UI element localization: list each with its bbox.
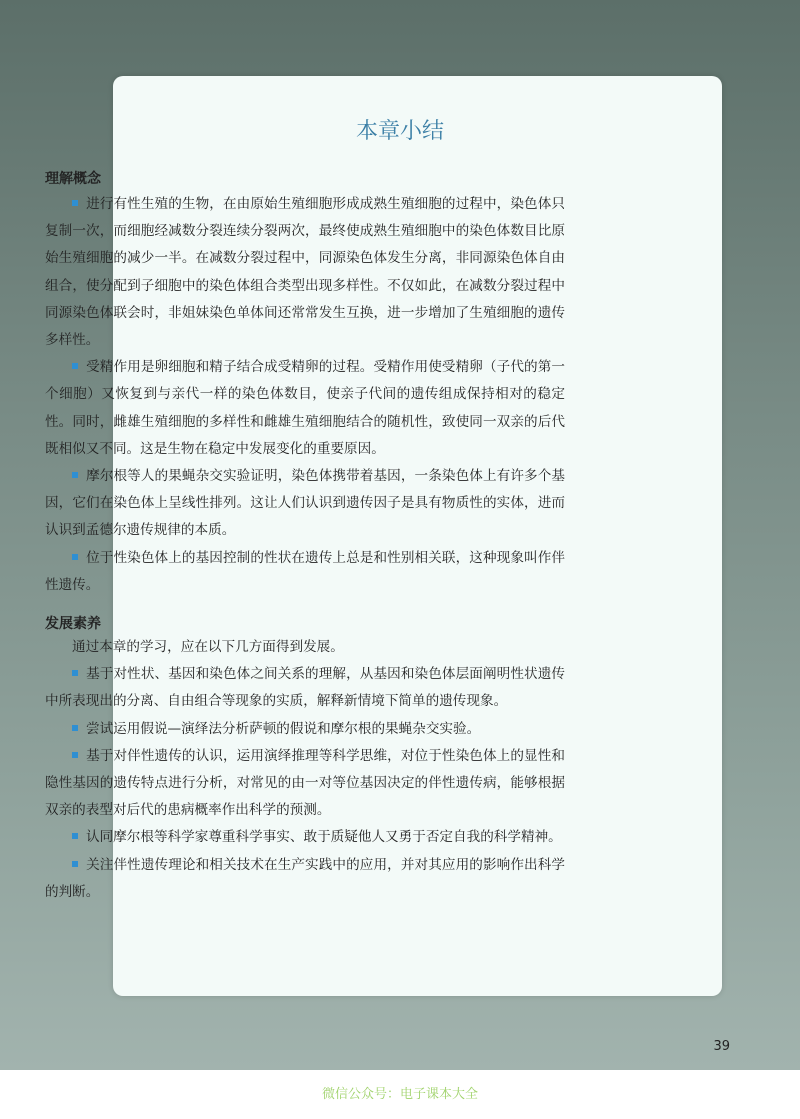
- bullet-icon: [72, 752, 78, 758]
- concept-paragraph: 位于性染色体上的基因控制的性状在遗传上总是和性别相关联，这种现象叫作伴性遗传。: [45, 549, 565, 593]
- bullet-icon: [72, 670, 78, 676]
- concept-paragraph: 受精作用是卵细胞和精子结合成受精卵的过程。受精作用使受精卵（子代的第一个细胞）又恢复到与亲代一样的染色体数目，使亲子代间的遗传组成保持相对的稳定性。同时，雌雄生殖细胞的多样性和雌雄生殖细胞结合的随机性，致使同一双亲的后代既相似又不同。这是生物在稳定中发展变化的重要原因。: [45, 359, 565, 457]
- bullet-icon: [72, 725, 78, 731]
- concept-paragraph: 进行有性生殖的生物，在由原始生殖细胞形成成熟生殖细胞的过程中，染色体只复制一次，而细胞经减数分裂连续分裂两次，最终使成熟生殖细胞中的染色体数目比原始生殖细胞的减少一半。在减数分裂过程中，同源染色体发生分离，非同源染色体自由组合，使分配到子细胞中的染色体组合类型出现多样性。不仅如此，在减数分裂过程中同源染色体联会时，非姐妹染色单体间还常常发生互换，进一步增加了生殖细胞的遗传多样性。: [45, 196, 565, 349]
- literacy-paragraph: 基于对性状、基因和染色体之间关系的理解，从基因和染色体层面阐明性状遗传中所表现出的分离、自由组合等现象的实质，解释新情境下简单的遗传现象。: [45, 666, 565, 710]
- bullet-icon: [72, 861, 78, 867]
- bullet-icon: [72, 200, 78, 206]
- footer-watermark: 微信公众号：电子课本大全: [321, 1087, 478, 1102]
- bullet-icon: [72, 472, 78, 478]
- section-heading-literacy: 发展素养: [45, 616, 101, 632]
- literacy-paragraph: 基于对伴性遗传的认识，运用演绎推理等科学思维，对位于性染色体上的显性和隐性基因的遗传特点进行分析，对常见的由一对等位基因决定的伴性遗传病，能够根据双亲的表型对后代的患病概率作出科学的预测。: [45, 747, 565, 819]
- page-title: 本章小结: [355, 119, 444, 144]
- page-number: 39: [713, 1039, 730, 1054]
- literacy-intro: 通过本章的学习，应在以下几方面得到发展。: [72, 639, 344, 655]
- literacy-paragraphs: [45, 634, 565, 906]
- section-heading-concepts: 理解概念: [45, 171, 101, 187]
- concept-paragraph: 摩尔根等人的果蝇杂交实验证明，染色体携带着基因，一条染色体上有许多个基因，它们在染色体上呈线性排列。这让人们认识到遗传因子是具有物质性的实体，进而认识到孟德尔遗传规律的本质。: [45, 468, 565, 539]
- concepts-paragraphs: [45, 191, 565, 599]
- bullet-icon: [72, 833, 78, 839]
- bullet-icon: [72, 554, 78, 560]
- literacy-paragraph: 关注伴性遗传理论和相关技术在生产实践中的应用，并对其应用的影响作出科学的判断。: [45, 856, 565, 900]
- literacy-paragraph: 认同摩尔根等科学家尊重科学事实、敢于质疑他人又勇于否定自我的科学精神。: [45, 824, 565, 851]
- bullet-icon: [72, 363, 78, 369]
- literacy-paragraph: 尝试运用假说—演绎法分析萨顿的假说和摩尔根的果蝇杂交实验。: [45, 716, 565, 743]
